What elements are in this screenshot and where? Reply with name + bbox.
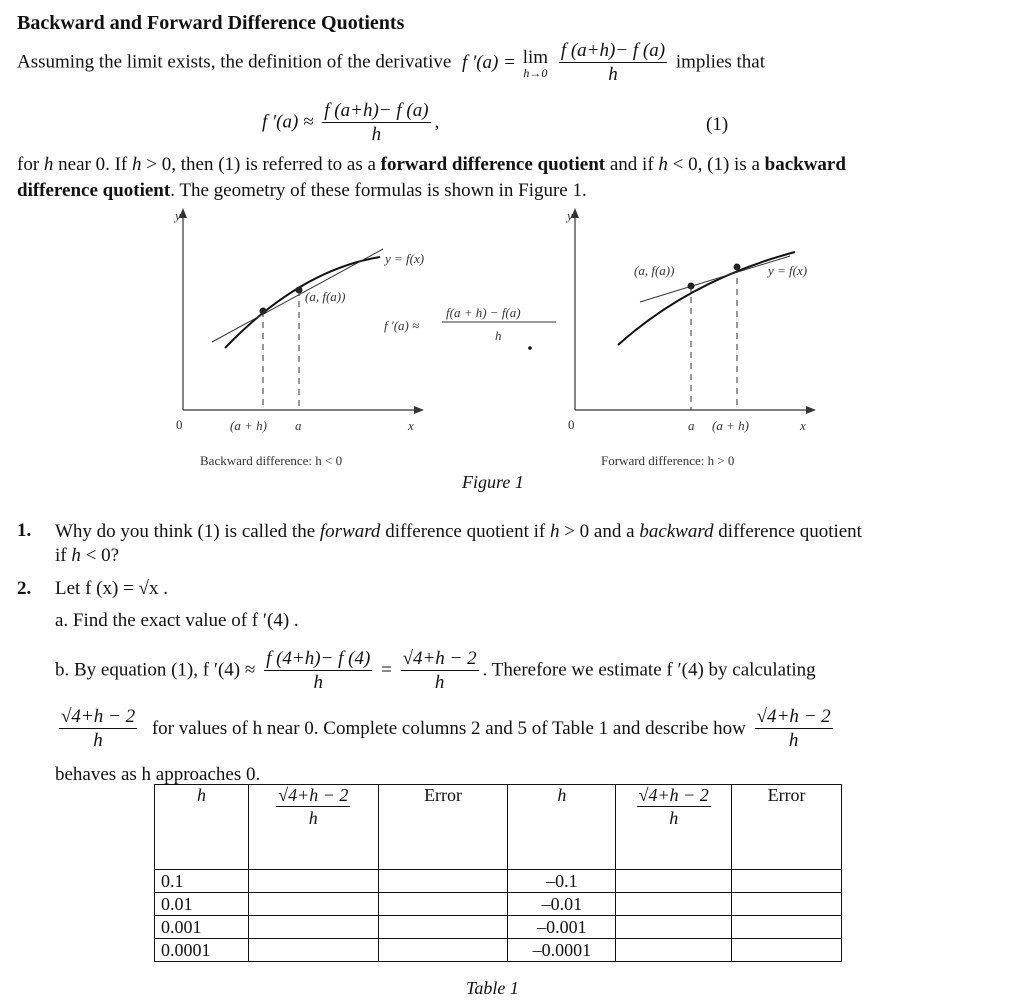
lim-word: lim bbox=[522, 46, 549, 68]
tick-label: a bbox=[295, 418, 302, 433]
fraction-numerator: √4+h − 2 bbox=[638, 785, 709, 805]
fraction-denominator: h bbox=[93, 729, 103, 751]
error-cell[interactable] bbox=[732, 916, 842, 939]
answer-cell[interactable] bbox=[248, 916, 378, 939]
difference-quotient-paragraph bbox=[17, 152, 1007, 204]
error-cell[interactable] bbox=[732, 939, 842, 962]
header-error: Error bbox=[732, 785, 842, 870]
question-1 bbox=[17, 520, 31, 542]
x-axis-arrow bbox=[414, 406, 424, 414]
tick-label: a bbox=[688, 418, 695, 433]
backward-difference-graph bbox=[173, 208, 556, 468]
fraction-numerator: √4+h − 2 bbox=[61, 706, 136, 727]
error-cell[interactable] bbox=[732, 870, 842, 893]
header-expression bbox=[248, 785, 378, 870]
eq1-fraction bbox=[322, 100, 430, 147]
var-h: h bbox=[43, 154, 54, 175]
q2b-fraction-3 bbox=[59, 706, 137, 753]
table-row bbox=[155, 893, 842, 916]
forward-difference-graph bbox=[565, 208, 816, 468]
answer-cell[interactable] bbox=[616, 893, 732, 916]
q2b-middle-text: for values of h near 0. Complete columns 2 and 5 of Table 1 and describe how bbox=[151, 717, 746, 739]
equation-1 bbox=[262, 100, 439, 147]
fraction-numerator: f (4+h)− f (4) bbox=[266, 648, 371, 669]
term-backward: backward bbox=[764, 154, 846, 175]
q1-text: difference quotient bbox=[713, 521, 862, 542]
fraction-numerator: f (a+h)− f (a) bbox=[560, 40, 666, 61]
y-axis-label: y bbox=[567, 208, 573, 223]
point-label: (a, f(a)) bbox=[634, 263, 675, 278]
fraction-denominator: h bbox=[669, 807, 679, 828]
fraction-denominator: h bbox=[308, 807, 318, 828]
curve-label: y = f(x) bbox=[385, 251, 425, 266]
header-h: h bbox=[508, 785, 616, 870]
lim-subscript: h→0 bbox=[523, 65, 548, 80]
para-text: > 0, then (1) is referred to as a bbox=[141, 154, 381, 175]
header-fraction bbox=[637, 785, 711, 829]
h-positive-cell: 0.1 bbox=[155, 870, 249, 893]
table-header-row bbox=[155, 785, 842, 870]
para-text: for bbox=[17, 154, 44, 175]
origin-label: 0 bbox=[176, 417, 183, 432]
q2b-fraction-2 bbox=[401, 648, 479, 695]
curve bbox=[225, 257, 380, 348]
intro-line bbox=[17, 40, 765, 87]
equation-1-label: (1) bbox=[706, 114, 729, 135]
q1-emph-forward: forward bbox=[319, 521, 381, 542]
h-positive-cell: 0.0001 bbox=[155, 939, 249, 962]
question-2-text: Let f (x) = √x . bbox=[55, 578, 168, 599]
x-axis-label: x bbox=[408, 418, 414, 433]
point-label: (a, f(a)) bbox=[305, 289, 346, 304]
formula-numerator: f(a + h) − f(a) bbox=[446, 305, 521, 320]
curve-label: y = f(x) bbox=[768, 263, 808, 278]
intro-lhs: f ′(a) = bbox=[462, 51, 516, 73]
fraction-numerator: √4+h − 2 bbox=[402, 648, 477, 669]
tick-label: (a + h) bbox=[712, 418, 749, 433]
fraction-numerator: √4+h − 2 bbox=[756, 706, 831, 727]
table-row bbox=[155, 870, 842, 893]
question-number: 1. bbox=[17, 520, 32, 541]
var-h: h bbox=[658, 154, 668, 175]
formula-lhs: f ′(a) ≈ bbox=[384, 318, 420, 333]
tick-label: (a + h) bbox=[230, 418, 267, 433]
table-caption: Table 1 bbox=[466, 978, 519, 998]
term-forward: forward difference quotient bbox=[380, 154, 606, 175]
header-fraction bbox=[276, 785, 350, 829]
para-text: . The geometry of these formulas is shown in Figure 1. bbox=[170, 180, 587, 201]
table-1 bbox=[154, 784, 842, 962]
y-axis-label: y bbox=[175, 208, 181, 223]
question-1-text bbox=[55, 520, 862, 568]
header-expression bbox=[616, 785, 732, 870]
question-number: 2. bbox=[17, 578, 32, 599]
q2b-lead: b. By equation (1), f ′(4) ≈ bbox=[55, 659, 256, 681]
figure-caption: Figure 1 bbox=[462, 472, 524, 492]
q1-emph-backward: backward bbox=[639, 521, 714, 542]
question-2b-end: behaves as h approaches 0. bbox=[55, 764, 261, 785]
fraction-numerator: √4+h − 2 bbox=[278, 785, 349, 805]
q1-text: difference quotient if bbox=[380, 521, 550, 542]
para-text: < 0, (1) is a bbox=[667, 154, 765, 175]
var-h: h bbox=[549, 521, 560, 542]
fraction-denominator: h bbox=[434, 671, 445, 693]
eq1-lhs: f ′(a) ≈ bbox=[262, 111, 314, 133]
q1-text: > 0 and a bbox=[559, 521, 640, 542]
h-negative-cell: –0.0001 bbox=[508, 939, 616, 962]
h-negative-cell: –0.1 bbox=[508, 870, 616, 893]
h-positive-cell: 0.001 bbox=[155, 916, 249, 939]
answer-cell[interactable] bbox=[616, 939, 732, 962]
answer-cell[interactable] bbox=[248, 893, 378, 916]
secant-line bbox=[212, 249, 383, 342]
equals-sign: = bbox=[381, 659, 392, 681]
q1-text: Why do you think (1) is called the bbox=[55, 521, 320, 542]
header-h: h bbox=[155, 785, 249, 870]
var-h: h bbox=[71, 545, 81, 566]
var-h: h bbox=[132, 154, 142, 175]
table-row bbox=[155, 939, 842, 962]
fraction-denominator: h bbox=[313, 671, 323, 693]
answer-cell[interactable] bbox=[248, 939, 378, 962]
question-2b bbox=[55, 648, 816, 695]
x-axis-label: x bbox=[800, 418, 806, 433]
h-negative-cell: –0.001 bbox=[508, 916, 616, 939]
header-error: Error bbox=[378, 785, 508, 870]
question-2a: a. Find the exact value of f ′(4) . bbox=[55, 610, 299, 631]
eq1-numerator: f (a+h)− f (a) bbox=[324, 100, 429, 121]
fraction-denominator: h bbox=[788, 729, 799, 751]
para-text: and if bbox=[605, 154, 659, 175]
intro-lead: Assuming the limit exists, the definition of the derivative bbox=[17, 51, 452, 73]
error-cell[interactable] bbox=[378, 870, 508, 893]
derivative-definition-fraction bbox=[559, 40, 667, 87]
h-negative-cell: –0.01 bbox=[508, 893, 616, 916]
q2b-fraction-1 bbox=[264, 648, 372, 695]
figure-1 bbox=[0, 200, 1024, 500]
fraction-denominator: h bbox=[608, 63, 618, 85]
section-title: Backward and Forward Difference Quotients bbox=[17, 12, 405, 34]
formula-denominator: h bbox=[495, 328, 502, 343]
error-cell[interactable] bbox=[378, 916, 508, 939]
question-2b-continued bbox=[55, 706, 837, 753]
q2b-fraction-4 bbox=[755, 706, 833, 753]
term-backward: difference quotient bbox=[17, 180, 171, 201]
origin-label: 0 bbox=[568, 417, 575, 432]
right-figure-caption: Forward difference: h > 0 bbox=[601, 453, 735, 468]
x-axis-arrow bbox=[806, 406, 816, 414]
h-positive-cell: 0.01 bbox=[155, 893, 249, 916]
answer-cell[interactable] bbox=[248, 870, 378, 893]
intro-tail: implies that bbox=[675, 51, 766, 73]
q1-text: if bbox=[55, 545, 72, 566]
dot bbox=[528, 346, 532, 350]
limit-operator bbox=[523, 48, 548, 79]
left-figure-caption: Backward difference: h < 0 bbox=[200, 453, 343, 468]
answer-cell[interactable] bbox=[616, 870, 732, 893]
eq1-denominator: h bbox=[371, 123, 382, 145]
q1-text: < 0? bbox=[80, 545, 120, 566]
q2b-tail: . Therefore we estimate f ′(4) by calculating bbox=[482, 659, 816, 681]
error-cell[interactable] bbox=[378, 939, 508, 962]
eq1-comma: , bbox=[434, 111, 440, 133]
error-cell[interactable] bbox=[732, 893, 842, 916]
para-text: near 0. If bbox=[53, 154, 133, 175]
table-row bbox=[155, 916, 842, 939]
error-cell[interactable] bbox=[378, 893, 508, 916]
answer-cell[interactable] bbox=[616, 916, 732, 939]
